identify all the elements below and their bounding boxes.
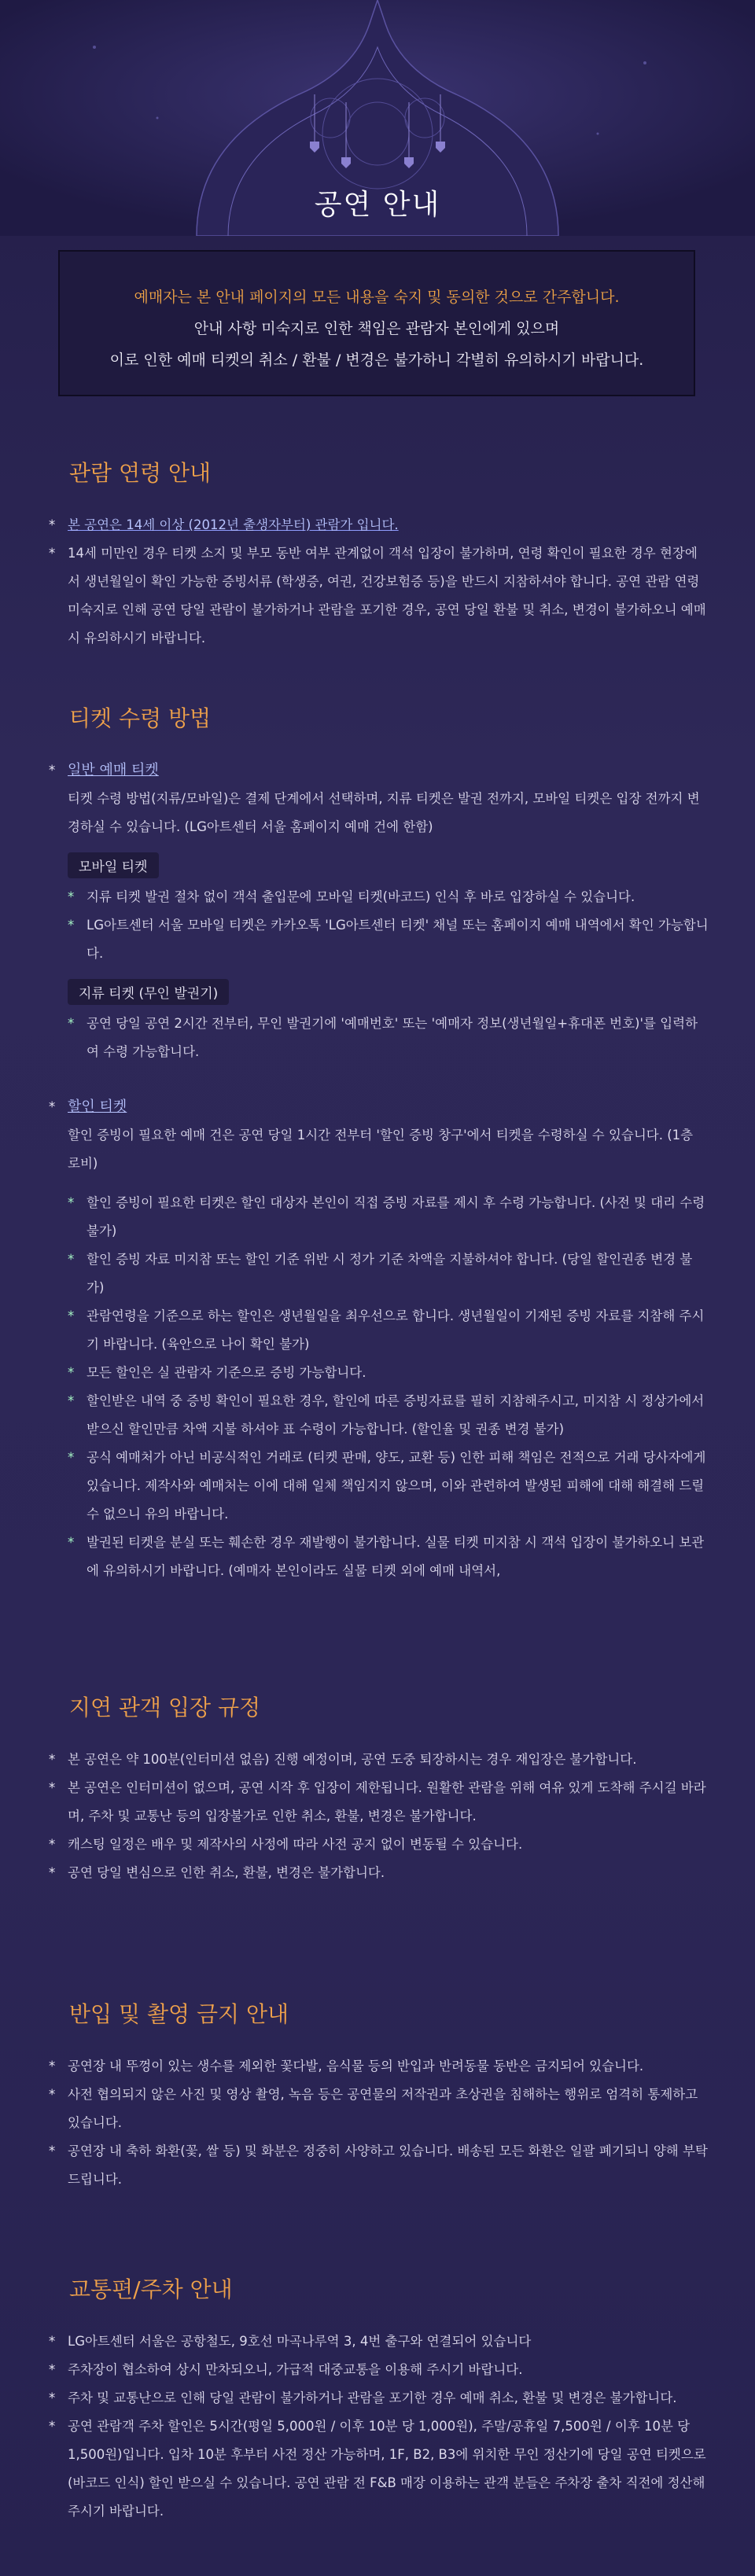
- list-item: * LG아트센터 서울 모바일 티켓은 카카오톡 'LG아트센터 티켓' 채널 또는 홈페이지 예매 내역에서 확인 가능합니다.: [49, 911, 709, 968]
- page-title: 공연 안내: [314, 189, 441, 221]
- asterisk-icon: *: [49, 1865, 56, 1880]
- asterisk-icon: *: [49, 2144, 56, 2158]
- list-item: * 사전 협의되지 않은 사진 및 영상 촬영, 녹음 등은 공연물의 저작권과 초상권을 침해하는 행위로 엄격히 통제하고 있습니다.: [49, 2081, 709, 2137]
- asterisk-icon: *: [68, 918, 75, 933]
- list-item: * 캐스팅 일정은 배우 및 제작사의 사정에 따라 사전 공지 없이 변동될 수 있습니다.: [49, 1831, 709, 1859]
- section-title: 반입 및 촬영 금지 안내: [69, 2001, 289, 2027]
- asterisk-icon: *: [49, 2390, 56, 2405]
- list-item: * 모든 할인은 실 관람자 기준으로 증빙 가능합니다.: [49, 1359, 709, 1387]
- discount-ticket-desc: 할인 증빙이 필요한 예매 건은 공연 당일 1시간 전부터 '할인 증빙 창구'에서 티켓을 수령하실 수 있습니다. (1층 로비): [68, 1128, 694, 1171]
- asterisk-icon: *: [68, 1393, 75, 1408]
- paper-ticket-label: 지류 티켓 (무인 발권기): [68, 979, 229, 1005]
- asterisk-icon: *: [49, 763, 56, 778]
- asterisk-icon: *: [68, 1308, 75, 1323]
- list-item: * 관람연령을 기준으로 하는 할인은 생년월일을 최우선으로 합니다. 생년월일이 기재된 증빙 자료를 지참해 주시기 바랍니다. (육안으로 나이 확인 불가): [49, 1302, 709, 1359]
- notice-line: 이로 인한 예매 티켓의 취소 / 환불 / 변경은 불가하니 각별히 유의하시기 바랍니다.: [109, 351, 644, 369]
- list-item: * 본 공연은 약 100분(인터미션 없음) 진행 예정이며, 공연 도중 퇴장하시는 경우 재입장은 불가합니다.: [49, 1746, 709, 1774]
- asterisk-icon: *: [68, 889, 75, 904]
- asterisk-icon: *: [49, 1837, 56, 1852]
- asterisk-icon: *: [68, 1252, 75, 1267]
- list-item: * 공연장 내 축하 화환(꽃, 쌀 등) 및 화분은 정중히 사양하고 있습니다. 배송된 모든 화환은 일괄 폐기되니 양해 부탁드립니다.: [49, 2137, 709, 2194]
- section-title: 교통편/주차 안내: [69, 2276, 233, 2302]
- list-item: * 공연 당일 공연 2시간 전부터, 무인 발권기에 '예매번호' 또는 '예매자 정보(생년월일+휴대폰 번호)'를 입력하여 수령 가능합니다.: [49, 1010, 709, 1066]
- asterisk-icon: *: [49, 2334, 56, 2349]
- list-item: * 지류 티켓 발권 절차 없이 객석 출입문에 모바일 티켓(바코드) 인식 후 바로 입장하실 수 있습니다.: [49, 883, 709, 911]
- list-item: * 주차 및 교통난으로 인해 당일 관람이 불가하거나 관람을 포기한 경우 예매 취소, 환불 및 변경은 불가합니다.: [49, 2384, 709, 2412]
- late-entry-section: [49, 1691, 709, 1887]
- list-item: * 할인 증빙 자료 미지참 또는 할인 기준 위반 시 정가 기준 차액을 지불하셔야 합니다. (당일 할인권종 변경 불가): [49, 1246, 709, 1302]
- notice-line: 안내 사항 미숙지로 인한 책임은 관람자 본인에게 있으며: [193, 320, 560, 337]
- asterisk-icon: *: [49, 1099, 56, 1114]
- traffic-section: [49, 2272, 709, 2526]
- notice-box: [58, 250, 695, 396]
- asterisk-icon: *: [68, 1195, 75, 1210]
- asterisk-icon: *: [68, 1016, 75, 1031]
- asterisk-icon: *: [68, 1535, 75, 1550]
- ban-section: [49, 1997, 709, 2194]
- notice-line: 예매자는 본 안내 페이지의 모든 내용을 숙지 및 동의한 것으로 간주합니다.: [134, 289, 620, 306]
- list-item: * 공식 예매처가 아닌 비공식적인 거래로 (티켓 판매, 양도, 교환 등) 인한 피해 책임은 전적으로 거래 당사자에게 있습니다. 제작사와 예매처는 이에 대해 일체 책임지지 않으며, 이와 관련하여 발생된 피해에 대해 해결해 드릴 수 없으니 유의 바랍니다.: [49, 1444, 709, 1529]
- discount-ticket-head: * 할인 티켓: [49, 1093, 709, 1121]
- asterisk-icon: *: [49, 517, 56, 532]
- asterisk-icon: *: [49, 546, 56, 561]
- list-item: * 공연 관람객 주차 할인은 5시간(평일 5,000원 / 이후 10분 당 1,000원), 주말/공휴일 7,500원 / 이후 10분 당 1,500원)입니다. 입차 10분 후부터 사전 정산 가능하며, 1F, B2, B3에 위치한 무인 정산기에 당일 공연 티켓으로 (바코드 인식) 할인 받으실 수 있습니다. 공연 관람 전 F&B 매장 이용하는 관객 분들은 주차장 출차 직전에 정산해 주시기 바랍니다.: [49, 2412, 709, 2526]
- section-title: 관람 연령 안내: [69, 460, 212, 486]
- list-item: * 공연 당일 변심으로 인한 취소, 환불, 변경은 불가합니다.: [49, 1859, 709, 1887]
- list-item: * 14세 미만인 경우 티켓 소지 및 부모 동반 여부 관계없이 객석 입장이 불가하며, 연령 확인이 필요한 경우 현장에서 생년월일이 확인 가능한 증빙서류 (학생증, 여권, 건강보험증 등)을 반드시 지참하셔야 합니다. 공연 관람 연령 미숙지로 인해 공연 당일 관람이 불가하거나 관람을 포기한 경우, 공연 당일 환불 및 취소, 변경이 불가하오니 예매 시 유의하시기 바랍니다.: [49, 539, 709, 653]
- asterisk-icon: *: [68, 1450, 75, 1465]
- asterisk-icon: *: [49, 2059, 56, 2074]
- asterisk-icon: *: [49, 2087, 56, 2102]
- list-item: * 공연장 내 뚜껑이 있는 생수를 제외한 꽃다발, 음식물 등의 반입과 반려동물 동반은 금지되어 있습니다.: [49, 2052, 709, 2081]
- asterisk-icon: *: [49, 2362, 56, 2377]
- asterisk-icon: *: [49, 2419, 56, 2434]
- list-item: * 할인받은 내역 중 증빙 확인이 필요한 경우, 할인에 따른 증빙자료를 필히 지참해주시고, 미지참 시 정상가에서 받으신 할인만큼 차액 지불 하셔야 표 수령이 가능합니다. (할인율 및 권종 변경 불가): [49, 1387, 709, 1444]
- age-section: [49, 456, 709, 653]
- asterisk-icon: *: [49, 1752, 56, 1767]
- section-title: 티켓 수령 방법: [69, 705, 212, 731]
- general-ticket-head: * 일반 예매 티켓: [49, 756, 709, 785]
- asterisk-icon: *: [68, 1365, 75, 1380]
- list-item: * 발권된 티켓을 분실 또는 훼손한 경우 재발행이 불가합니다. 실물 티켓 미지참 시 객석 입장이 불가하오니 보관에 유의하시기 바랍니다. (예매자 본인이라도 실물 티켓 외에 예매 내역서,: [49, 1529, 709, 1585]
- general-ticket-desc: 티켓 수령 방법(지류/모바일)은 결제 단계에서 선택하며, 지류 티켓은 발권 전까지, 모바일 티켓은 입장 전까지 변경하실 수 있습니다. (LG아트센터 서울 홈페이지 예매 건에 한함): [68, 791, 700, 834]
- section-title: 지연 관객 입장 규정: [69, 1695, 261, 1720]
- list-item: * 주차장이 협소하여 상시 만차되오니, 가급적 대중교통을 이용해 주시기 바랍니다.: [49, 2356, 709, 2384]
- list-item: * 본 공연은 14세 이상 (2012년 출생자부터) 관람가 입니다.: [49, 511, 709, 539]
- list-item: * LG아트센터 서울은 공항철도, 9호선 마곡나루역 3, 4번 출구와 연결되어 있습니다: [49, 2328, 709, 2356]
- asterisk-icon: *: [49, 1780, 56, 1795]
- list-item: * 본 공연은 인터미션이 없으며, 공연 시작 후 입장이 제한됩니다. 원활한 관람을 위해 여유 있게 도착해 주시길 바라며, 주차 및 교통난 등의 입장불가로 인한 취소, 환불, 변경은 불가합니다.: [49, 1774, 709, 1831]
- mobile-ticket-label: 모바일 티켓: [68, 852, 159, 878]
- ticket-section: [49, 701, 709, 1585]
- list-item: * 할인 증빙이 필요한 티켓은 할인 대상자 본인이 직접 증빙 자료를 제시 후 수령 가능합니다. (사전 및 대리 수령 불가): [49, 1189, 709, 1246]
